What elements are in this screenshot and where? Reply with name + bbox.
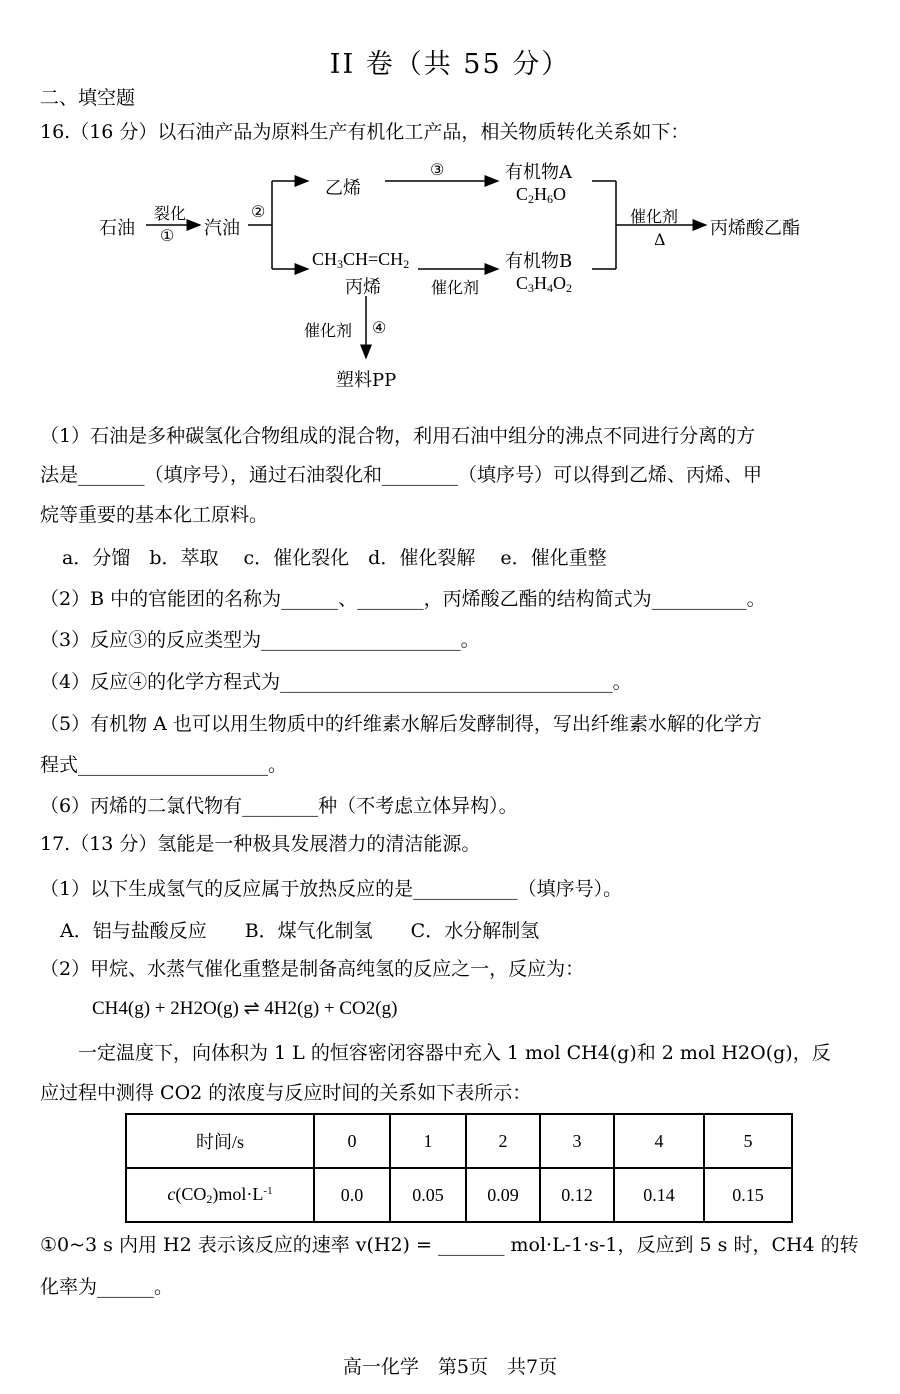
- table-cell: 5: [704, 1114, 792, 1168]
- cracking-label: 裂化: [154, 204, 187, 223]
- organic-b-label: 有机物B: [505, 251, 573, 272]
- table-cell: 0.15: [704, 1168, 792, 1222]
- petroleum-label: 石油: [99, 218, 135, 239]
- step1-label: ①: [160, 226, 175, 245]
- page-footer: 高一化学 第5页 共7页: [342, 1356, 558, 1378]
- q17-sub1-line2: 化率为______。: [40, 1276, 174, 1298]
- q17-sub1-line1: ①0~3 s 内用 H2 表示该反应的速率 v(H2) = _______ mol·L-1·s-1，反应到 5 s 时，CH4 的转: [40, 1234, 859, 1256]
- q16-p2: （2）B 中的官能团的名称为______、_______，丙烯酸乙酯的结构简式为__________。: [40, 588, 766, 610]
- table-cell: 0: [314, 1114, 390, 1168]
- q16-p1-line1: （1）石油是多种碳氢化合物组成的混合物，利用石油中组分的沸点不同进行分离的方: [40, 425, 756, 447]
- table-cell: 4: [614, 1114, 704, 1168]
- table-cell: 2: [466, 1114, 540, 1168]
- q16-p3: （3）反应③的反应类型为_____________________。: [40, 629, 480, 651]
- table-cell: 1: [390, 1114, 466, 1168]
- propene-label: 丙烯: [345, 277, 381, 298]
- heat-symbol: Δ: [654, 230, 666, 249]
- catalyst-b-label: 催化剂: [431, 278, 480, 297]
- catalyst-4-label: 催化剂: [304, 321, 353, 340]
- q17-options: A．铝与盐酸反应 B．煤气化制氢 C．水分解制氢: [60, 920, 540, 942]
- plastic-pp-label: 塑料PP: [336, 370, 397, 391]
- section-heading: 二、填空题: [40, 87, 136, 109]
- ethylene-label: 乙烯: [325, 178, 361, 199]
- organic-a-label: 有机物A: [505, 162, 572, 183]
- q17-para-line2: 应过程中测得 CO2 的浓度与反应时间的关系如下表所示：: [40, 1082, 532, 1104]
- reaction-equation: CH4(g) + 2H2O(g) ⇌ 4H2(g) + CO2(g): [92, 998, 398, 1019]
- step4-label: ④: [372, 318, 387, 337]
- q16-p1-line2: 法是_______（填序号），通过石油裂化和________（填序号）可以得到乙烯、丙烯、甲: [40, 464, 763, 486]
- q16-p5-line1: （5）有机物 A 也可以用生物质中的纤维素水解后发酵制得，写出纤维素水解的化学方: [40, 713, 762, 735]
- ethyl-acrylate-label: 丙烯酸乙酯: [710, 218, 800, 239]
- table-header-concentration: $c(CO_2)mol\cdot L^{-1}$: [126, 1168, 314, 1222]
- propene-formula: $CH_3CH=CH_2$: [312, 249, 410, 271]
- q17-para-line1: 一定温度下，向体积为 1 L 的恒容密闭容器中充入 1 mol CH4(g)和 2 mol H2O(g)，反: [78, 1042, 831, 1064]
- q17-p1: （1）以下生成氢气的反应属于放热反应的是___________（填序号）。: [40, 878, 623, 900]
- table-cell: 0.12: [540, 1168, 614, 1222]
- gasoline-label: 汽油: [204, 218, 240, 239]
- organic-a-formula: $C_2H_6O$: [516, 184, 567, 206]
- table-cell: 3: [540, 1114, 614, 1168]
- table-cell: 0.14: [614, 1168, 704, 1222]
- q16-p4: （4）反应④的化学方程式为___________________________________。: [40, 671, 632, 693]
- q16-p5-line2: 程式____________________。: [40, 754, 288, 776]
- organic-b-formula: $C_3H_4O_2$: [516, 273, 573, 295]
- q16-stem: 16.（16 分）以石油产品为原料生产有机化工产品，相关物质转化关系如下：: [40, 121, 690, 143]
- table-cell: 0.0: [314, 1168, 390, 1222]
- table-cell: 0.05: [390, 1168, 466, 1222]
- step2-label: ②: [251, 202, 266, 221]
- q17-stem: 17.（13 分）氢能是一种极具发展潜力的清洁能源。: [40, 833, 481, 855]
- table-header-time: 时间/s: [126, 1114, 314, 1168]
- table-row: [126, 1168, 792, 1222]
- q17-p2: （2）甲烷、水蒸气催化重整是制备高纯氢的反应之一，反应为：: [40, 958, 585, 980]
- q16-p1-line3: 烷等重要的基本化工原料。: [40, 504, 269, 526]
- q16-p6: （6）丙烯的二氯代物有________种（不考虑立体异构）。: [40, 795, 518, 817]
- q16-options: a．分馏 b．萃取 c．催化裂化 d．催化裂解 e．催化重整: [62, 547, 607, 569]
- catalyst-top-label: 催化剂: [630, 207, 679, 226]
- section-title: II 卷（共 55 分）: [329, 49, 571, 80]
- concentration-table: [125, 1113, 793, 1223]
- table-row: [126, 1114, 792, 1168]
- step3-label: ③: [430, 160, 445, 179]
- table-cell: 0.09: [466, 1168, 540, 1222]
